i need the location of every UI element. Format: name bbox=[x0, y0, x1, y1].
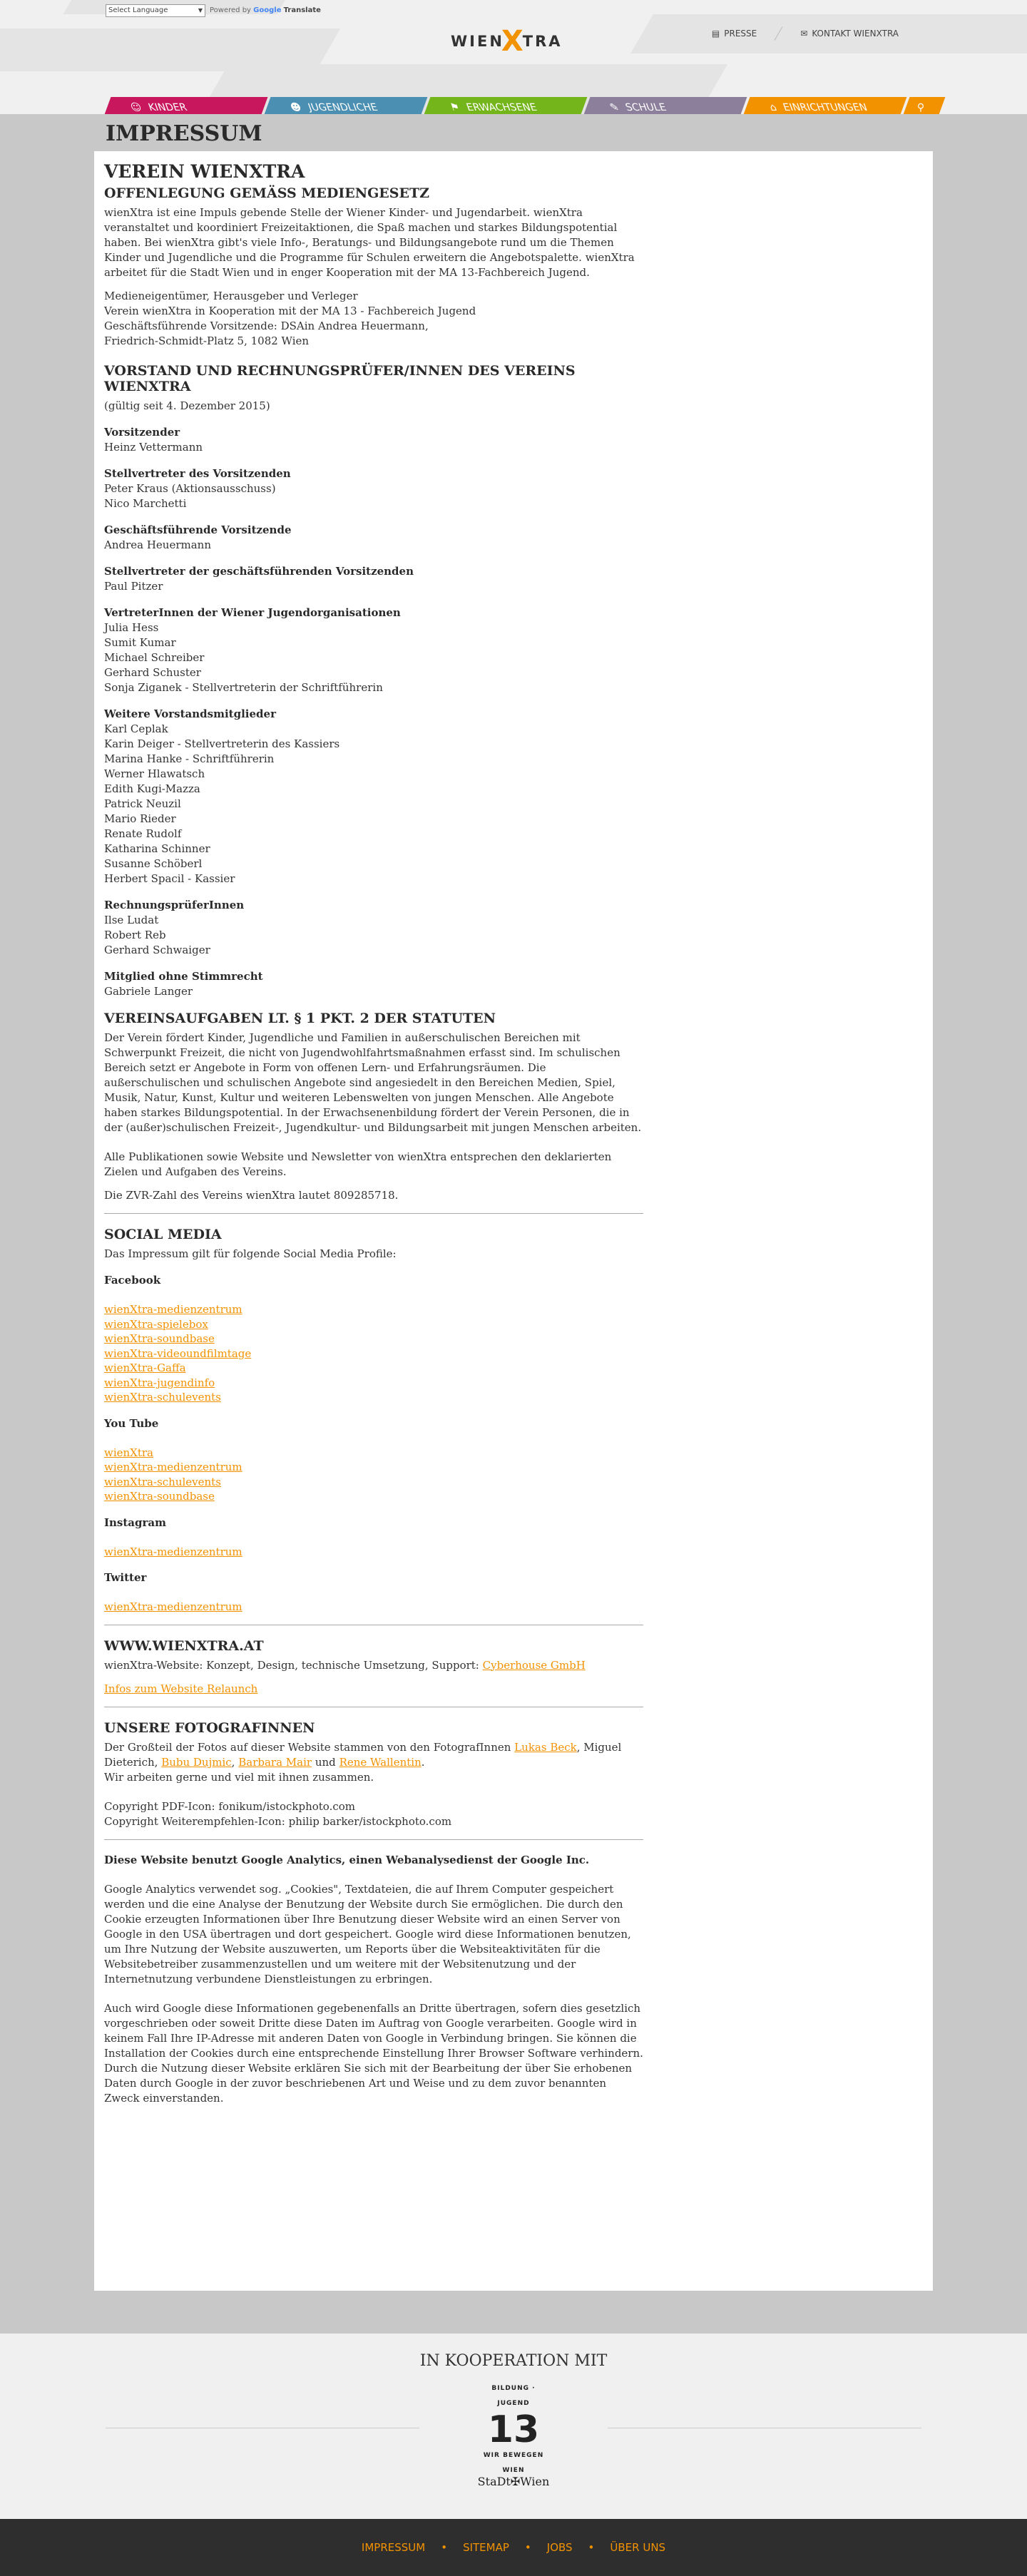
offenlegung-text: wienXtra ist eine Impuls gebende Stelle der Wiener Kinder- und Jugendarbeit. wienXtra veranstaltet und koordiniert Freizeitaktionen, die Spaß machen und starkes Bildungspotential haben. Bei wienXtra gibt's viele Info-, Beratungs- und Bildungsangebote rund um die Themen Kinder und Jugendliche und die Programme für Schulen erweitern die Angebotspalette. wienXtra arbeitet für die Stadt Wien und in enger Kooperation mit der MA 13-Fachbereich Jugend. bbox=[104, 206, 635, 279]
mail-icon: ✉ bbox=[800, 28, 808, 39]
aufgaben-text-2: Alle Publikationen sowie Website und Newsletter von wienXtra entsprechen den deklarierten Zielen und Aufgaben des Vereins. bbox=[104, 1150, 612, 1178]
google-translate-widget bbox=[106, 3, 321, 18]
foto-text-2: Wir arbeiten gerne und viel mit ihnen zusammen. bbox=[104, 1770, 374, 1784]
nav-jugendliche[interactable]: ☻ JUGENDLICHE bbox=[263, 97, 428, 114]
nav-schule[interactable]: ✎ SCHULE bbox=[583, 97, 747, 114]
vorstand-member: Marina Hanke - Schriftführerin bbox=[104, 752, 275, 765]
vorstand-member: Julia Hess bbox=[104, 621, 159, 634]
copyright-empfehlen: Copyright Weiterempfehlen-Icon: philip barker/istockphoto.com bbox=[104, 1814, 452, 1828]
kids-icon: ☺ bbox=[128, 101, 144, 113]
chevron-down-icon: ▼ bbox=[198, 7, 203, 14]
twitter-links bbox=[104, 1600, 643, 1615]
social-profile-link[interactable]: wienXtra-medienzentrum bbox=[104, 1461, 242, 1473]
social-profile-link[interactable]: wienXtra-schulevents bbox=[104, 1475, 221, 1488]
vorstand-member: Katharina Schinner bbox=[104, 842, 210, 855]
social-profile-link[interactable]: wienXtra bbox=[104, 1446, 153, 1459]
vorstand-group-label: Weitere Vorstandsmitglieder bbox=[104, 707, 276, 720]
list-item bbox=[104, 1317, 643, 1332]
youtube-links bbox=[104, 1446, 643, 1504]
newspaper-icon: ▤ bbox=[711, 28, 720, 39]
vorstand-member: Ilse Ludat bbox=[104, 914, 159, 926]
vorstand-member: Mario Rieder bbox=[104, 812, 176, 825]
list-item bbox=[104, 1332, 643, 1346]
powered-by-google: Powered by Google Translate bbox=[210, 6, 321, 14]
vorstand-member: Robert Reb bbox=[104, 929, 166, 941]
cyberhouse-link[interactable]: Cyberhouse GmbH bbox=[482, 1658, 586, 1672]
search-button[interactable] bbox=[902, 97, 946, 114]
divider bbox=[104, 1213, 643, 1214]
search-icon: ⚲ bbox=[917, 101, 925, 113]
photographer-link[interactable]: Lukas Beck bbox=[514, 1740, 577, 1754]
social-profile-link[interactable]: wienXtra-jugendinfo bbox=[104, 1376, 215, 1389]
vorstand-since: (gültig seit 4. Dezember 2015) bbox=[104, 399, 270, 412]
nav-einrichtungen[interactable]: ⌂ EINRICHTUNGEN bbox=[742, 97, 907, 114]
social-profile-link[interactable]: wienXtra-soundbase bbox=[104, 1490, 215, 1503]
content-panel bbox=[94, 151, 933, 2291]
vorstand-title: VORSTAND UND RECHNUNGSPRÜFER/INNEN DES VEREINS WIENXTRA bbox=[104, 363, 576, 394]
website-text: wienXtra-Website: Konzept, Design, technische Umsetzung, Support: Cyberhouse GmbH bbox=[104, 1658, 586, 1672]
copyright-pdf: Copyright PDF-Icon: fonikum/istockphoto.com bbox=[104, 1799, 355, 1813]
zvr-text: Die ZVR-Zahl des Vereins wienXtra lautet 809285718. bbox=[104, 1189, 399, 1202]
vorstand-member: Sonja Ziganek - Stellvertreterin der Schriftführerin bbox=[104, 681, 383, 694]
list-item bbox=[104, 1475, 643, 1490]
social-profile-link[interactable]: wienXtra-soundbase bbox=[104, 1332, 215, 1345]
top-links bbox=[712, 26, 899, 41]
footer bbox=[0, 2519, 1027, 2576]
social-profile-link[interactable]: wienXtra-videoundfilmtage bbox=[104, 1346, 252, 1360]
badge-number: 13 bbox=[487, 2408, 540, 2451]
vorstand-group-label: Mitglied ohne Stimmrecht bbox=[104, 970, 263, 983]
footer-impressum[interactable]: IMPRESSUM bbox=[361, 2540, 426, 2554]
offenlegung-title: OFFENLEGUNG GEMÄSS MEDIENGESETZ bbox=[104, 185, 429, 201]
divider bbox=[775, 26, 783, 41]
footer-sitemap[interactable]: SITEMAP bbox=[463, 2540, 509, 2554]
kontakt-link[interactable]: ✉ KONTAKT WIENXTRA bbox=[800, 26, 899, 41]
twitter-label: Twitter bbox=[104, 1571, 147, 1584]
ma13-logo[interactable] bbox=[476, 2385, 551, 2474]
social-profile-link[interactable]: wienXtra-Gaffa bbox=[104, 1361, 186, 1374]
photographer-link[interactable]: Rene Wallentin bbox=[339, 1755, 421, 1769]
vorstand-member: Herbert Spacil - Kassier bbox=[104, 872, 235, 885]
nav-erwachsene[interactable]: ⚑ ERWACHSENE bbox=[423, 97, 588, 114]
school-icon: ✎ bbox=[608, 101, 621, 113]
separator: • bbox=[524, 2540, 531, 2554]
list-item bbox=[104, 1390, 643, 1405]
list-item bbox=[104, 1446, 643, 1461]
kooperation-title: IN KOOPERATION MIT bbox=[419, 2352, 608, 2370]
social-intro: Das Impressum gilt für folgende Social Media Profile: bbox=[104, 1247, 397, 1260]
badge-top-text: BILDUNG · JUGEND bbox=[491, 2385, 536, 2407]
analytics-text-2: Auch wird Google diese Informationen gegebenenfalls an Dritte übertragen, sofern dies gesetzlich vorgeschrieben oder soweit Dritte diese Daten im Auftrag von Google verarbeiten. Google wird in keinem Fall Ihre IP-Adresse mit anderen Daten von Google in Verbindung bringen. Sie können die Installation der Cookies durch eine entsprechende Einstellung Ihrer Browser Software verhindern. Durch die Nutzung dieser Website erklären Sie sich mit der Bearbeitung der über Sie erhobenen Daten durch Google in der zuvor beschriebenen Art und Weise und zu dem zuvor benannten Zweck einverstanden. bbox=[104, 2001, 643, 2105]
list-item bbox=[104, 1460, 643, 1475]
vorstand-member: Gerhard Schuster bbox=[104, 666, 201, 679]
separator: • bbox=[588, 2540, 595, 2554]
social-title: SOCIAL MEDIA bbox=[104, 1227, 222, 1242]
foto-title: UNSERE FOTOGRAFINNEN bbox=[104, 1719, 315, 1736]
vorstand-member: Andrea Heuermann bbox=[104, 538, 212, 551]
vorstand-group-label: Geschäftsführende Vorsitzende bbox=[104, 523, 292, 536]
adults-icon: ⚑ bbox=[448, 101, 462, 113]
social-profile-link[interactable]: wienXtra-medienzentrum bbox=[104, 1303, 242, 1316]
kooperation-section bbox=[0, 2334, 1027, 2519]
vorstand-member: Patrick Neuzil bbox=[104, 797, 181, 810]
vorstand-member: Werner Hlawatsch bbox=[104, 767, 205, 780]
list-item bbox=[104, 1361, 643, 1376]
instagram-label: Instagram bbox=[104, 1516, 166, 1529]
vorstand-member: Sumit Kumar bbox=[104, 636, 176, 649]
list-item bbox=[104, 1376, 643, 1391]
footer-jobs[interactable]: JOBS bbox=[546, 2540, 573, 2554]
stadt-wien-logo[interactable]: StaDt✠Wien bbox=[477, 2475, 550, 2488]
text-line: Medieneigentümer, Herausgeber und Verleger bbox=[104, 290, 358, 302]
header bbox=[0, 0, 1027, 114]
vorstand-member: Edith Kugi-Mazza bbox=[104, 782, 200, 795]
text-line: Friedrich-Schmidt-Platz 5, 1082 Wien bbox=[104, 334, 310, 347]
social-profile-link[interactable]: wienXtra-medienzentrum bbox=[104, 1600, 242, 1613]
text-line: Geschäftsführende Vorsitzende: DSAin Andrea Heuermann, bbox=[104, 320, 429, 332]
footer-ueber-uns[interactable]: ÜBER UNS bbox=[610, 2540, 666, 2554]
vorstand-member: Karl Ceplak bbox=[104, 722, 168, 735]
aufgaben-text: Der Verein fördert Kinder, Jugendliche und Familien in außerschulischen Bereichen mit Schwerpunkt Freizeit, die nicht von Jugendwohlfahrtsmaßnahmen erfasst sind. Im schulischen Bereich setzt er Angebote in Form von offenen Lern- und Erfahrungsräumen. Die außerschulischen und schulischen Angebote sind angesiedelt in den Bereichen Medien, Spiel, Musik, Natur, Kunst, Kultur und weiteren Lebenswelten von jungen Menschen. Alle Angebote haben starkes Bildungspotential. In der Erwachsenenbildung fördert der Verein Personen, die in der (außer)schulischen Freizeit-, Jugendkultur- und Bildungsarbeit mit jungen Menschen arbeiten. bbox=[104, 1031, 642, 1134]
vorstand-groups bbox=[104, 425, 643, 999]
vorstand-member: Gabriele Langer bbox=[104, 985, 193, 998]
presse-link[interactable]: ▤ PRESSE bbox=[712, 26, 757, 41]
vorstand-member: Nico Marchetti bbox=[104, 497, 187, 510]
heading: VEREIN WIENXTRA bbox=[104, 161, 305, 182]
text-line: Verein wienXtra in Kooperation mit der MA 13 - Fachbereich Jugend bbox=[104, 305, 476, 317]
list-item bbox=[104, 1489, 643, 1504]
vorstand-group-label: RechnungsprüferInnen bbox=[104, 899, 245, 911]
divider bbox=[104, 1839, 643, 1840]
vorstand-group-label: Stellvertreter des Vorsitzenden bbox=[104, 467, 291, 480]
vorstand-member: Paul Pitzer bbox=[104, 580, 163, 593]
photographer-link[interactable]: Barbara Mair bbox=[238, 1755, 312, 1769]
separator: • bbox=[441, 2540, 448, 2554]
youtube-label: You Tube bbox=[104, 1416, 159, 1430]
website-title: WWW.WIENXTRA.AT bbox=[104, 1637, 264, 1654]
social-profile-link[interactable]: wienXtra-spielebox bbox=[104, 1317, 208, 1331]
main bbox=[0, 114, 1027, 2334]
language-select[interactable]: Select Language ▼ bbox=[106, 4, 205, 17]
list-item bbox=[104, 1600, 643, 1615]
vorstand-member: Renate Rudolf bbox=[104, 827, 182, 840]
analytics-text: Google Analytics verwendet sog. „Cookies", Textdateien, die auf Ihrem Computer gespeichert werden und die eine Analyse der Benutzung der Website durch Sie ermöglichen. Die durch den Cookie erzeugten Informationen über Ihre Benutzung dieser Website wird an einen Server von Google in den USA übertragen und dort gespeichert. Google wird diese Informationen benutzen, um Ihre Nutzung der Website auszuwerten, um Reports über die Websiteaktivitäten für die Websitebetreiber zusammenzustellen und um weitere mit der Websitenutzung und der Internetnutzung verbundene Dienstleistungen zu erbringen. bbox=[104, 1882, 631, 1985]
main-nav bbox=[107, 97, 944, 114]
foto-text: Der Großteil der Fotos auf dieser Website stammen von den FotografInnen Lukas Beck, Miguel Dieterich, Bubu Dujmic, Barbara Mair und Rene Wallentin. bbox=[104, 1740, 622, 1769]
vorstand-member: Karin Deiger - Stellvertreterin des Kassiers bbox=[104, 737, 340, 750]
wienxtra-logo[interactable]: WIEN X TRA bbox=[451, 25, 563, 58]
social-profile-link[interactable]: wienXtra-medienzentrum bbox=[104, 1545, 242, 1558]
page-title: IMPRESSUM bbox=[106, 121, 262, 146]
building-icon: ⌂ bbox=[767, 101, 779, 113]
instagram-links bbox=[104, 1545, 643, 1560]
facebook-label: Facebook bbox=[104, 1274, 161, 1287]
analytics-title: Diese Website benutzt Google Analytics, einen Webanalysedienst der Google Inc. bbox=[104, 1853, 590, 1866]
badge-bottom-text: WIR BEWEGEN WIEN bbox=[483, 2452, 544, 2474]
nav-kinder[interactable]: ☺ KINDER bbox=[103, 97, 268, 114]
facebook-links bbox=[104, 1302, 643, 1405]
photographer-link[interactable]: Bubu Dujmic bbox=[161, 1755, 232, 1769]
vorstand-group-label: VertreterInnen der Wiener Jugendorganisationen bbox=[104, 606, 401, 619]
relaunch-link[interactable]: Infos zum Website Relaunch bbox=[104, 1682, 258, 1695]
vorstand-member: Gerhard Schwaiger bbox=[104, 944, 210, 956]
vorstand-member: Michael Schreiber bbox=[104, 651, 205, 664]
list-item bbox=[104, 1545, 643, 1560]
list-item bbox=[104, 1346, 643, 1361]
vorstand-member: Heinz Vettermann bbox=[104, 441, 203, 454]
vorstand-group-label: Vorsitzender bbox=[104, 426, 180, 439]
teens-icon: ☻ bbox=[288, 101, 304, 113]
aufgaben-title: VEREINSAUFGABEN LT. § 1 PKT. 2 DER STATUTEN bbox=[104, 1011, 496, 1026]
vorstand-group-label: Stellvertreter der geschäftsführenden Vorsitzenden bbox=[104, 565, 414, 578]
list-item bbox=[104, 1302, 643, 1317]
medieninhaber bbox=[104, 289, 643, 349]
social-profile-link[interactable]: wienXtra-schulevents bbox=[104, 1391, 221, 1404]
vorstand-member: Susanne Schöberl bbox=[104, 857, 203, 870]
vorstand-member: Peter Kraus (Aktionsausschuss) bbox=[104, 482, 276, 495]
